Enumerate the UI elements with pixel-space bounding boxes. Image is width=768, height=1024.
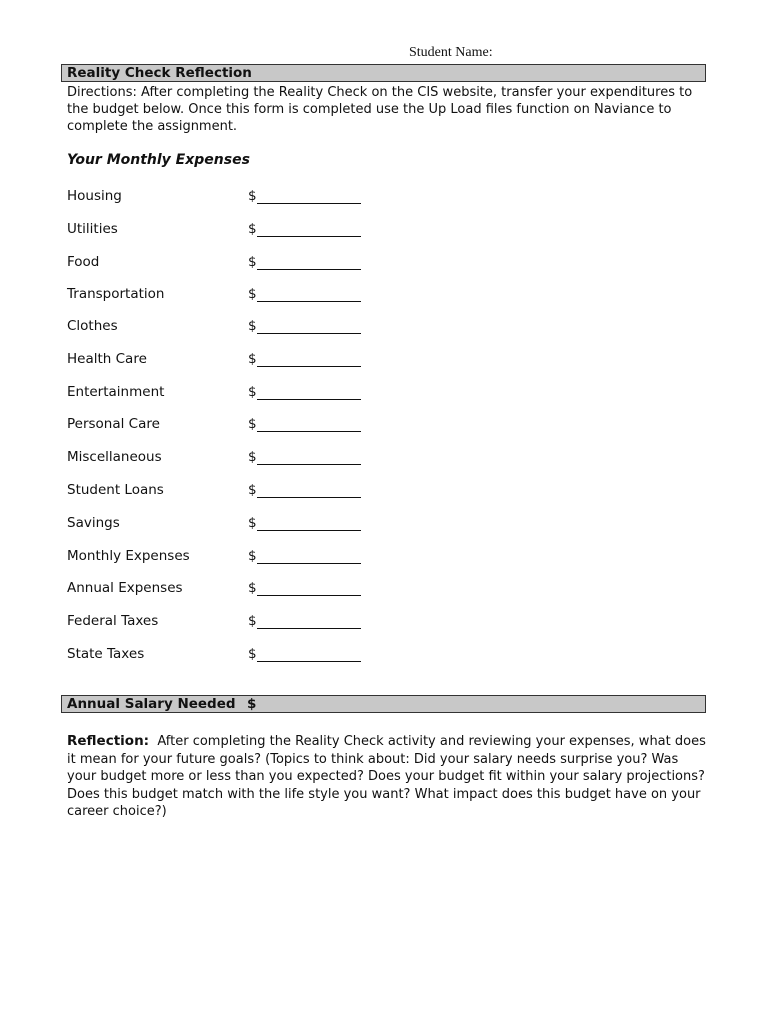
- expense-blank-line[interactable]: [257, 203, 361, 204]
- expense-row: [67, 646, 367, 664]
- expense-blank-line[interactable]: [257, 497, 361, 498]
- section-title: Reality Check Reflection: [61, 64, 706, 82]
- expense-row: [67, 613, 367, 631]
- directions-text: Directions: After completing the Reality Check on the CIS website, transfer your expenditures to the budget below. Once this form is completed use the Up Load files function on Naviance to complete the assignment.: [67, 85, 693, 134]
- expense-label: Student Loans: [67, 482, 164, 498]
- expense-label: Housing: [67, 188, 122, 204]
- expense-currency: $: [248, 580, 257, 596]
- expense-currency: $: [248, 221, 257, 237]
- expense-label: Personal Care: [67, 416, 160, 432]
- expense-currency: $: [248, 254, 257, 270]
- expense-currency: $: [248, 515, 257, 531]
- expense-label: Miscellaneous: [67, 449, 162, 465]
- salary-currency: $: [247, 696, 257, 712]
- expense-row: [67, 384, 367, 402]
- expense-row: [67, 254, 367, 272]
- expense-label: Health Care: [67, 351, 147, 367]
- expense-currency: $: [248, 351, 257, 367]
- expense-blank-line[interactable]: [257, 661, 361, 662]
- expense-blank-line[interactable]: [257, 333, 361, 334]
- expenses-heading: Your Monthly Expenses: [67, 152, 250, 168]
- expense-row: [67, 580, 367, 598]
- expense-row: [67, 482, 367, 500]
- expense-currency: $: [248, 646, 257, 662]
- expense-currency: $: [248, 548, 257, 564]
- expense-label: State Taxes: [67, 646, 145, 662]
- expense-blank-line[interactable]: [257, 464, 361, 465]
- salary-bar: [61, 695, 706, 713]
- expense-blank-line[interactable]: [257, 301, 361, 302]
- expense-blank-line[interactable]: [257, 236, 361, 237]
- expense-currency: $: [248, 318, 257, 334]
- expense-label: Food: [67, 254, 100, 270]
- expense-currency: $: [248, 613, 257, 629]
- expense-currency: $: [248, 188, 257, 204]
- expense-label: Annual Expenses: [67, 580, 183, 596]
- reflection-label: Reflection:: [67, 733, 150, 749]
- expense-blank-line[interactable]: [257, 563, 361, 564]
- expense-row: [67, 416, 367, 434]
- reflection-text: After completing the Reality Check activity and reviewing your expenses, what does it mean for your future goals? (Topics to think about: Did your salary needs surprise you? Was your budget more or less than you expected? Does your budget fit within your salary projections? Does this budget match with the life style you want? What impact does this budget have on your career choice?): [67, 734, 706, 819]
- expense-label: Federal Taxes: [67, 613, 159, 629]
- expense-label: Clothes: [67, 318, 118, 334]
- expense-row: [67, 286, 367, 304]
- expense-row: [67, 318, 367, 336]
- expense-currency: $: [248, 482, 257, 498]
- expense-blank-line[interactable]: [257, 431, 361, 432]
- salary-label: Annual Salary Needed: [67, 696, 236, 712]
- expense-blank-line[interactable]: [257, 628, 361, 629]
- expense-label: Monthly Expenses: [67, 548, 190, 564]
- expense-row: [67, 449, 367, 467]
- expense-row: [67, 548, 367, 566]
- student-name-label: Student Name:: [409, 45, 493, 60]
- reflection-block: [67, 733, 707, 821]
- expense-row: [67, 188, 367, 206]
- expense-label: Savings: [67, 515, 120, 531]
- expense-blank-line[interactable]: [257, 530, 361, 531]
- expense-blank-line[interactable]: [257, 399, 361, 400]
- expense-currency: $: [248, 384, 257, 400]
- expense-row: [67, 515, 367, 533]
- expense-currency: $: [248, 286, 257, 302]
- expense-label: Utilities: [67, 221, 118, 237]
- expense-row: [67, 351, 367, 369]
- expense-label: Transportation: [67, 286, 165, 302]
- expense-row: [67, 221, 367, 239]
- expense-blank-line[interactable]: [257, 366, 361, 367]
- expense-blank-line[interactable]: [257, 269, 361, 270]
- expense-blank-line[interactable]: [257, 595, 361, 596]
- expense-currency: $: [248, 416, 257, 432]
- expense-currency: $: [248, 449, 257, 465]
- expense-label: Entertainment: [67, 384, 165, 400]
